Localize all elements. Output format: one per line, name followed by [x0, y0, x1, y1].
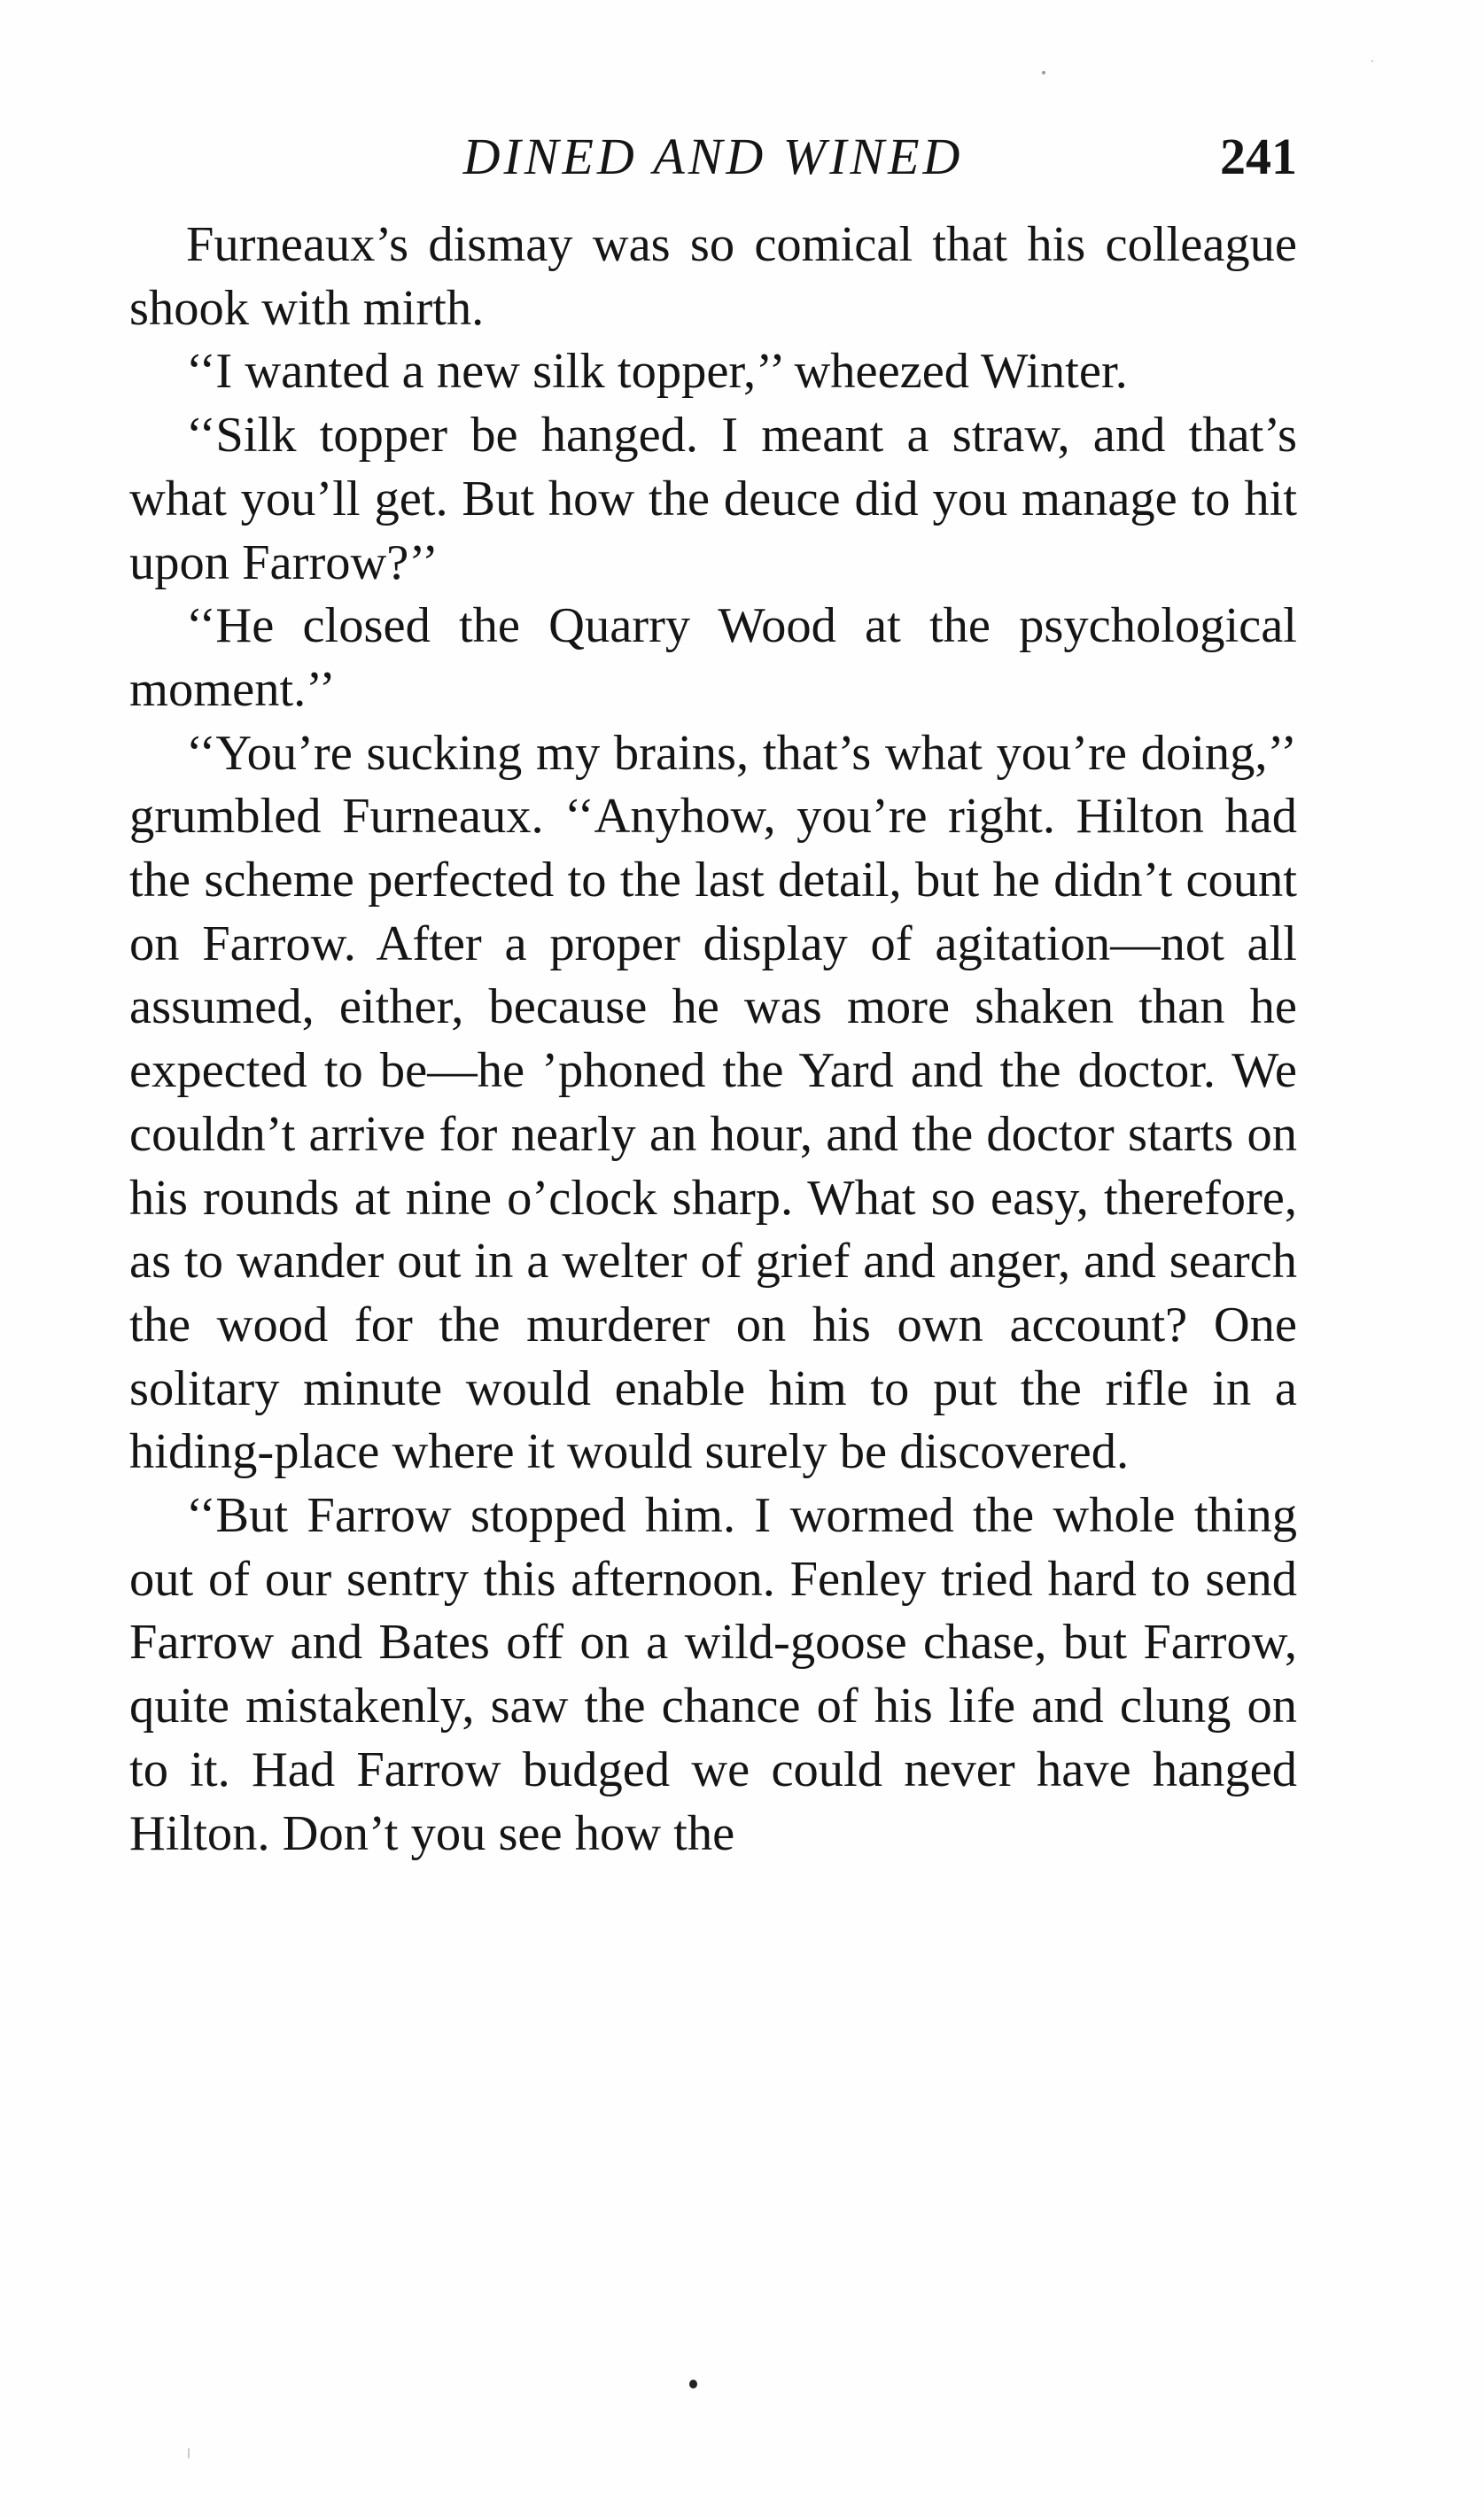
- paragraph-1: Furneaux’s dismay was so comical that his colleague shook with mirth.: [129, 217, 1297, 336]
- page-number: 241: [1220, 128, 1297, 185]
- paragraph-6: ‘‘But Farrow stopped him. I wormed the whole thing out of our sentry this afternoon. Fenley tried hard to send Farrow and Bates off on a wild-goose chase, but Farrow, quite mistakenly, saw the chance of his life and clung on to it. Had Farrow budged we could never have hanged Hilton. Don’t you see how the: [129, 1488, 1297, 1861]
- printer-mark-dot: [689, 2380, 697, 2388]
- paper-speck: [1042, 71, 1045, 74]
- paragraph-4: ‘‘He closed the Quarry Wood at the psychological moment.’’: [129, 598, 1297, 717]
- paper-speck: [1371, 60, 1373, 62]
- running-title: DINED AND WINED: [462, 128, 964, 185]
- body-text: [129, 214, 1297, 1866]
- paragraph-3: ‘‘Silk topper be hanged. I meant a straw, and that’s what you’ll get. But how the deuce did you manage to hit upon Farrow?’’: [129, 408, 1297, 590]
- paragraph-2: ‘‘I wanted a new silk topper,’’ wheezed Winter.: [186, 344, 1128, 400]
- running-head: [129, 126, 1297, 188]
- paragraph-5: ‘‘You’re sucking my brains, that’s what you’re doing,’’ grumbled Furneaux. ‘‘Anyhow, you’re right. Hilton had the scheme perfected to the last detail, but he didn’t count on Farrow. After a proper display of agitation—not all assumed, either, because he was more shaken than he expected to be—he ’phoned the Yard and the doctor. We couldn’t arrive for nearly an hour, and the doctor starts on his rounds at nine o’clock sharp. What so easy, therefore, as to wander out in a welter of grief and anger, and search the wood for the murderer on his own account? One solitary minute would enable him to put the rifle in a hiding-place where it would surely be discovered.: [129, 725, 1297, 1480]
- paper-speck: [188, 2448, 190, 2459]
